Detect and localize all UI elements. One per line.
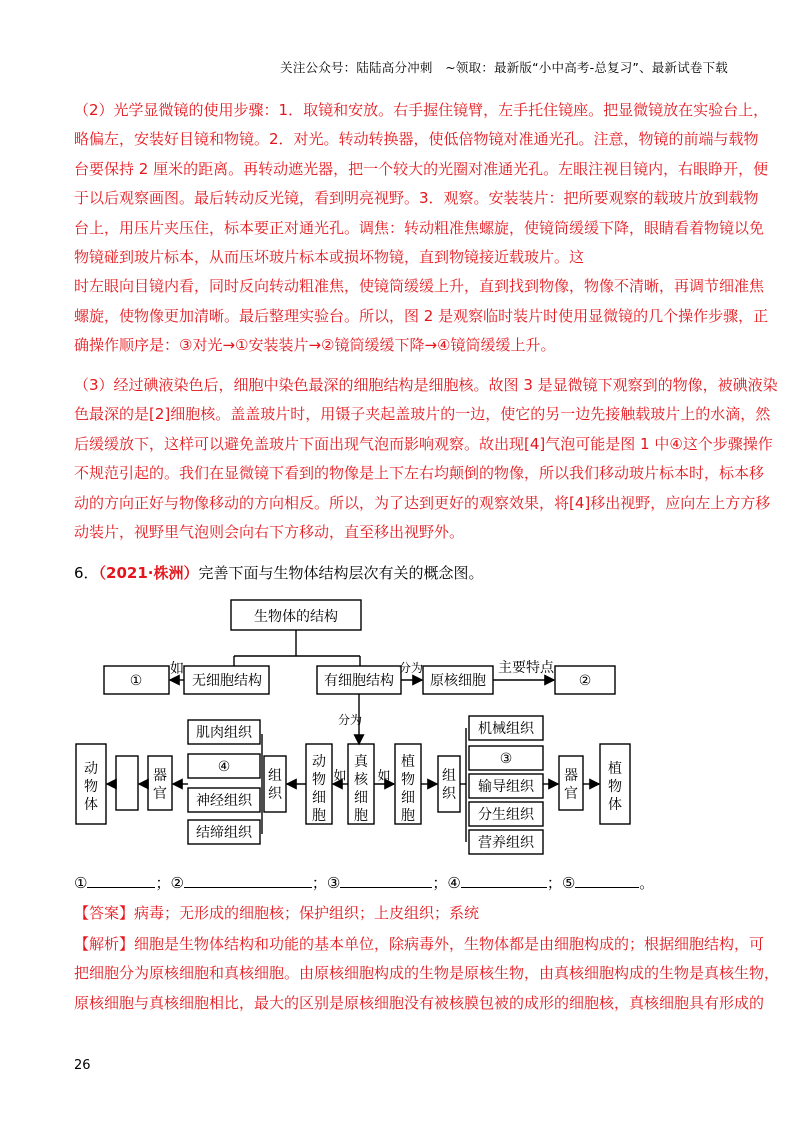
- plant-tissue-1: 机械组织: [478, 721, 534, 737]
- blank-marker: ；③: [311, 874, 341, 892]
- text-line: 确操作顺序是：③对光→①安装装片→②镜筒缓缓下降→④镜筒缓缓上升。: [74, 336, 556, 355]
- answer-label: 【答案】: [74, 904, 135, 922]
- analysis-line: 原核细胞与真核细胞相比，最大的区别是原核细胞没有被核膜包被的成形的细胞核，真核细胞具有形成的: [74, 993, 765, 1012]
- arrow-label-ru: 如: [170, 661, 184, 677]
- top-label: 生物体的结构: [254, 609, 338, 625]
- analysis: [74, 930, 780, 1018]
- blank-line-3[interactable]: [340, 872, 432, 888]
- blank-marker: ；④: [432, 874, 461, 892]
- answer-paragraph-3: [74, 371, 778, 547]
- blank-marker: ；②: [155, 874, 184, 892]
- text-line: （3）经过碘液染色后，细胞中染色最深的细胞结构是细胞核。故图 3 是显微镜下观察到的物像，被碘液染: [74, 376, 778, 394]
- arrow-label-main-feature: 主要特点: [498, 660, 554, 676]
- arrow-label-ru-right: 如: [377, 769, 391, 784]
- animal-body-label: 动物体: [84, 761, 98, 813]
- fill-in-blanks: [74, 872, 654, 893]
- animal-cell-label: 动物细胞: [312, 754, 326, 824]
- text-line: （2）光学显微镜的使用步骤：1．取镜和安放。右手握住镜臂，左手托住镜座。把显微镜放在实验台上，: [74, 101, 769, 119]
- text-line: 于以后观察画图。最后转动反光镜，看到明亮视野。3．观察。安装装片：把所要观察的载玻片放到载物: [74, 189, 759, 208]
- has-cell-label: 有细胞结构: [324, 673, 394, 689]
- text-line: 后缓缓放下，这样可以避免盖玻片下面出现气泡而影响观察。故出现[4]气泡可能是图 1 中④这个步骤操作: [74, 434, 773, 453]
- text-line: 不规范引起的。我们在显微镜下看到的物像是上下左右均颠倒的物像，所以我们移动玻片标本时，标本移: [74, 464, 765, 483]
- eukaryote-label: 真核细胞: [354, 754, 368, 824]
- blank-marker: ①: [74, 874, 88, 892]
- page-header: 关注公众号：陆陆高分冲刺 ~领取：最新版“小中高考-总复习”、最新试卷下载: [280, 60, 728, 75]
- plant-tissue-4: 分生组织: [478, 807, 534, 823]
- blank-line-2[interactable]: [184, 872, 312, 888]
- question-number: 6．: [74, 564, 99, 582]
- text-line: 物镜碰到玻片标本，从而压坏玻片标本或损坏物镜，直到物镜接近载玻片。这: [74, 247, 585, 266]
- animal-tissue-box: [264, 756, 286, 812]
- text-line: 动的方向正好与物像移动的方向相反。所以，为了达到更好的观察效果，将[4]移出视野，应向左上方方移: [74, 493, 771, 512]
- text-line: 台上，用压片夹压住，标本要正对通光孔。调焦：转动粗准焦螺旋，使镜筒缓缓下降，眼睛看着物镜以免: [74, 218, 765, 237]
- analysis-label: 【解析】: [74, 935, 135, 953]
- plant-cell-label: 植物细胞: [401, 754, 415, 824]
- plant-tissue-box: [438, 756, 460, 812]
- arrow-label-fenwei-down: 分为: [337, 713, 363, 727]
- plant-tissue-2: ③: [499, 751, 513, 767]
- blank-line-4[interactable]: [461, 872, 547, 888]
- question-6: [74, 562, 484, 583]
- plant-tissue-5: 营养组织: [478, 835, 534, 851]
- blank-line-5[interactable]: [575, 872, 639, 888]
- animal-tissue-1: 肌肉组织: [196, 725, 252, 741]
- arrow-label-ru-left: 如: [333, 769, 347, 784]
- animal-organ-label: 器官: [153, 768, 167, 802]
- animal-tissue-2: ④: [217, 759, 231, 775]
- no-cell-label: 无细胞结构: [192, 673, 262, 689]
- blank-2-label: ②: [578, 673, 592, 689]
- text-line: 螺旋，使物像更加清晰。最后整理实验台。所以，图 2 是观察临时装片时使用显微镜的几个操作步骤，正: [74, 306, 769, 325]
- text-line: 动装片，视野里气泡则会向右下方移动，直至移出视野外。: [74, 522, 465, 541]
- animal-tissue-3: 神经组织: [196, 793, 252, 809]
- blank-5-box: [116, 756, 138, 810]
- plant-organ-label: 器官: [564, 768, 578, 802]
- plant-tissue-3: 输导组织: [478, 779, 534, 795]
- text-line: 台要保持 2 厘米的距离。再转动遮光器，把一个较大的光圈对准通光孔。左眼注视目镜内，右眼睁开，便: [74, 159, 769, 178]
- analysis-line: 细胞是生物体结构和功能的基本单位，除病毒外，生物体都是由细胞构成的；根据细胞结构，可: [134, 935, 765, 953]
- arrow-label-fenwei-right: 分为: [398, 661, 424, 675]
- blank-line-1[interactable]: [87, 872, 155, 888]
- prokaryote-label: 原核细胞: [430, 673, 486, 689]
- concept-map: [72, 598, 632, 864]
- blank-marker: ；⑤: [546, 874, 576, 892]
- text-line: 时左眼向目镜内看，同时反向转动粗准焦，使镜筒缓缓上升，直到找到物像，物像不清晰，再调节细准焦: [74, 277, 765, 296]
- answer-text: 病毒；无形成的细胞核；保护组织；上皮组织；系统: [134, 904, 480, 922]
- question-source: （2021·株洲）: [98, 564, 199, 582]
- analysis-line: 把细胞分为原核细胞和真核细胞。由原核细胞构成的生物是原核生物，由真核细胞构成的生物是真核生物，: [74, 964, 780, 983]
- animal-tissue-label: 组织: [268, 768, 282, 802]
- text-line: 略偏左，安装好目镜和物镜。2．对光。转动转换器，使低倍物镜对准通光孔。注意，物镜的前端与载物: [74, 130, 759, 149]
- answer-paragraph-2: [74, 96, 769, 361]
- text-line: 色最深的是[2]细胞核。盖盖玻片时，用镊子夹起盖玻片的一边，使它的另一边先接触载玻片上的水滴，然: [74, 405, 771, 424]
- question-text: 完善下面与生物体结构层次有关的概念图。: [198, 564, 484, 582]
- plant-body-label: 植物体: [608, 761, 622, 813]
- blank-1-label: ①: [129, 673, 143, 689]
- blank-marker: 。: [639, 874, 655, 892]
- answer: [74, 902, 479, 923]
- plant-tissue-label: 组织: [442, 768, 456, 802]
- animal-tissue-4: 结缔组织: [196, 825, 252, 841]
- page-number: 26: [74, 1058, 91, 1073]
